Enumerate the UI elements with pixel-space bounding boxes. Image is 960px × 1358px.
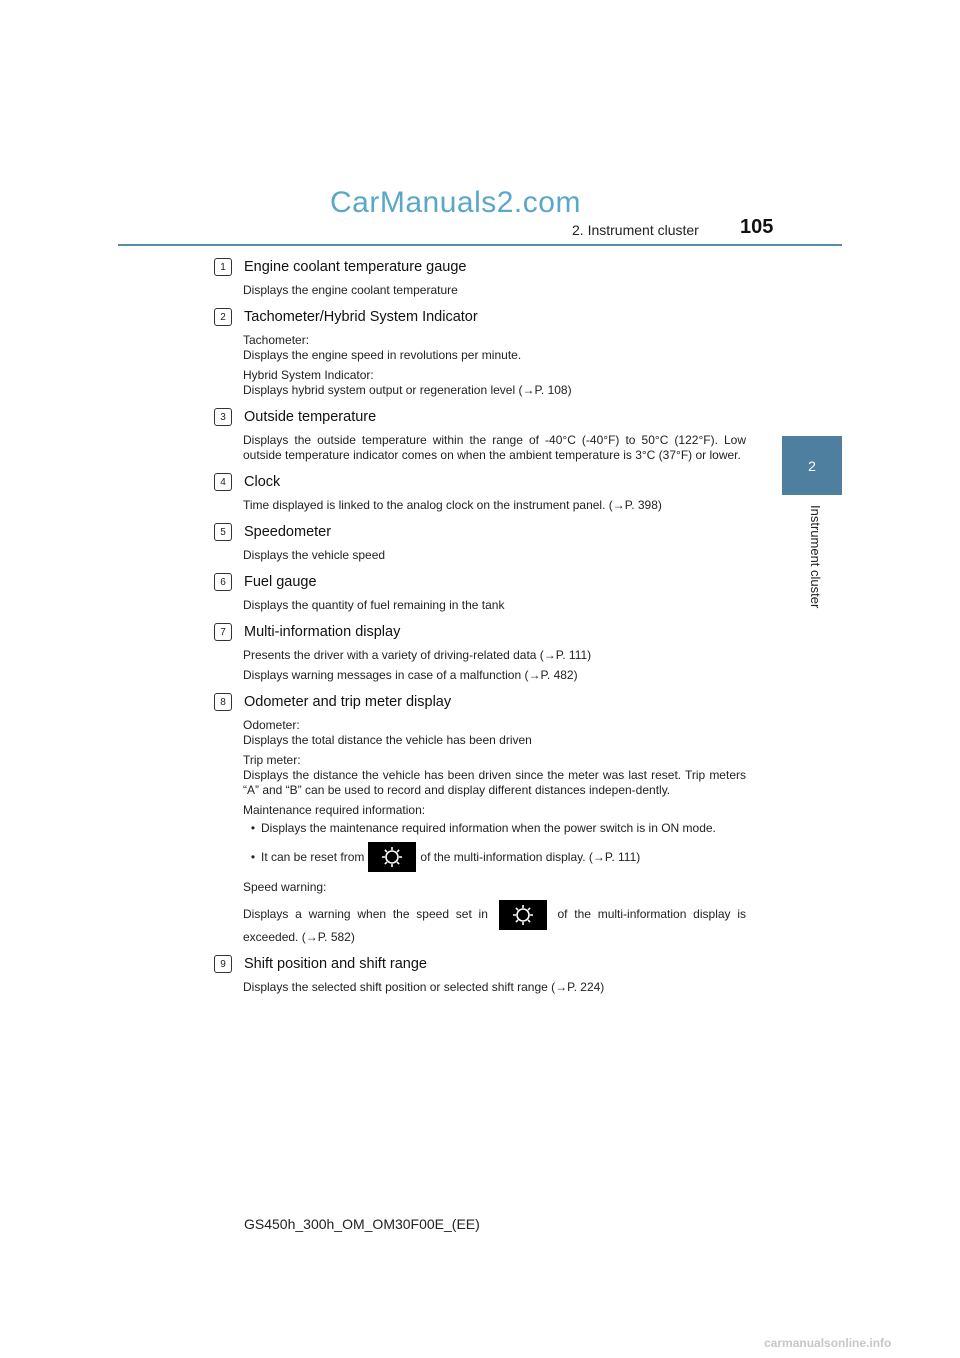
speed-warning-before: Displays a warning when the speed set in bbox=[243, 907, 488, 922]
footer-code: GS450h_300h_OM_OM30F00E_(EE) bbox=[244, 1216, 480, 1232]
item-text: Presents the driver with a variety of driving-related data (→P. 111) bbox=[243, 648, 592, 662]
item-number-badge: 4 bbox=[214, 473, 232, 491]
item-number-badge: 1 bbox=[214, 258, 232, 276]
item-number-badge: 6 bbox=[214, 573, 232, 591]
item-6 bbox=[214, 571, 746, 613]
item-title: Speedometer bbox=[244, 524, 332, 540]
item-title: Odometer and trip meter display bbox=[244, 694, 452, 710]
item-5 bbox=[214, 521, 746, 563]
item-title: Multi-information display bbox=[244, 624, 401, 640]
chapter-tab-number: 2 bbox=[808, 457, 816, 474]
item-text: Displays the selected shift position or selected shift range (→P. 224) bbox=[243, 980, 605, 994]
item-number-badge: 5 bbox=[214, 523, 232, 541]
item-number-badge: 9 bbox=[214, 955, 232, 973]
page-number: 105 bbox=[740, 216, 774, 238]
item-text: Hybrid System Indicator: Displays hybrid system output or regeneration level (→P. 108) bbox=[243, 368, 572, 397]
item-title: Fuel gauge bbox=[244, 574, 317, 590]
bullet-text: It can be reset from bbox=[261, 849, 365, 864]
header-rule bbox=[118, 244, 842, 246]
item-text: Displays warning messages in case of a malfunction (→P. 482) bbox=[243, 668, 578, 682]
item-4 bbox=[214, 471, 746, 513]
footer-watermark: carmanualsonline.info bbox=[764, 1336, 892, 1350]
bullet-item: • It can be reset from of the multi-information display. (→P. 111) bbox=[243, 842, 746, 872]
chapter-title: 2. Instrument cluster bbox=[572, 222, 699, 238]
item-title: Engine coolant temperature gauge bbox=[244, 259, 467, 275]
chapter-tab-label: Instrument cluster bbox=[808, 505, 823, 609]
item-9 bbox=[214, 953, 746, 995]
item-number-badge: 8 bbox=[214, 693, 232, 711]
item-title: Tachometer/Hybrid System Indicator bbox=[244, 309, 478, 325]
item-text: Maintenance required information: bbox=[243, 803, 426, 817]
item-number-badge: 2 bbox=[214, 308, 232, 326]
item-title: Clock bbox=[244, 474, 281, 490]
bullet-item: • Displays the maintenance required information when the power switch is in ON mode. bbox=[250, 821, 716, 835]
item-list bbox=[214, 256, 746, 995]
bullet-text: Displays the maintenance required information when the power switch is in ON mode. bbox=[261, 821, 716, 835]
item-text: Time displayed is linked to the analog clock on the instrument panel. (→P. 398) bbox=[243, 498, 662, 512]
gear-icon bbox=[368, 842, 416, 872]
speed-warning-text bbox=[243, 900, 746, 945]
item-number-badge: 3 bbox=[214, 408, 232, 426]
gear-icon bbox=[499, 900, 547, 930]
item-3 bbox=[214, 406, 746, 463]
item-title: Outside temperature bbox=[244, 409, 377, 425]
item-text: Displays the outside temperature within the range of -40°C (-40°F) to 50°C (122°F). Low outside temperature indicator comes on when the ambient temperature is 3°C (37°F) or lower. bbox=[243, 433, 746, 462]
speed-warning-label: Speed warning: bbox=[243, 880, 327, 894]
chapter-tab bbox=[782, 436, 842, 495]
item-8 bbox=[214, 691, 746, 945]
bullet-text: of the multi-information display. (→P. 111) bbox=[420, 849, 641, 864]
item-text: Odometer: Displays the total distance the vehicle has been driven bbox=[243, 718, 532, 747]
item-title: Shift position and shift range bbox=[244, 956, 427, 972]
item-2 bbox=[214, 306, 746, 398]
item-number-badge: 7 bbox=[214, 623, 232, 641]
item-text: Trip meter: Displays the distance the vehicle has been driven since the meter was last reset. Trip meters “A” and “B” can be used to record and display different distances indepen-dently. bbox=[243, 753, 746, 797]
item-7 bbox=[214, 621, 746, 683]
item-text: Displays the vehicle speed bbox=[243, 548, 386, 562]
speed-warning-after: of the multi-information display is exceeded. (→P. 582) bbox=[243, 907, 746, 944]
item-1 bbox=[214, 256, 746, 298]
top-watermark: CarManuals2.com bbox=[330, 186, 581, 219]
item-text: Displays the engine coolant temperature bbox=[243, 283, 458, 297]
item-text: Displays the quantity of fuel remaining in the tank bbox=[243, 598, 505, 612]
item-text: Tachometer: Displays the engine speed in revolutions per minute. bbox=[243, 333, 522, 362]
